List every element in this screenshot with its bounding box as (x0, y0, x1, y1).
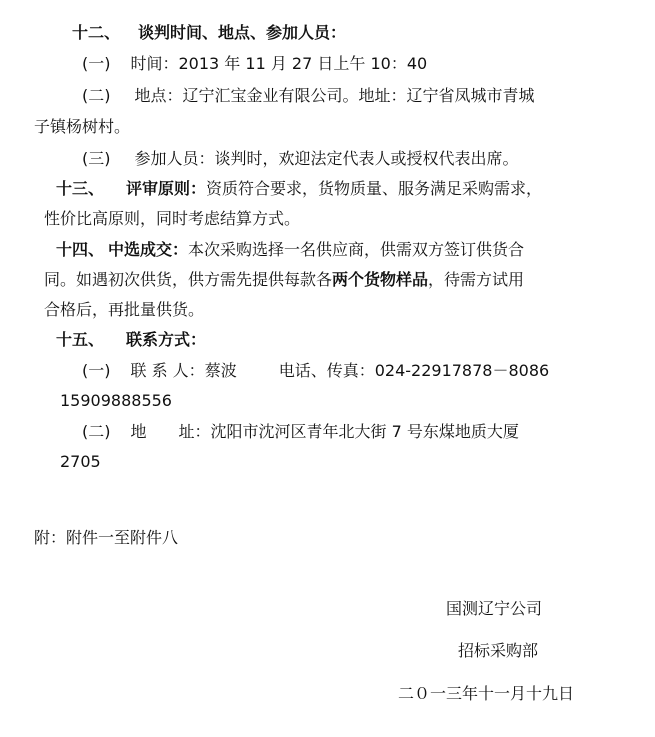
section-12-title: 谈判时间、地点、参加人员： (138, 23, 347, 42)
item-number: (一) (82, 54, 111, 73)
section-15-item-2 (82, 422, 519, 442)
item-number: (二) (82, 86, 111, 105)
section-15-title: 联系方式： (126, 330, 207, 349)
section-13-title: 评审原则： (126, 179, 207, 198)
section-12-item-1 (82, 54, 427, 74)
section-12-item-3 (82, 149, 519, 169)
negotiation-location: 地点：辽宁汇宝金业有限公司。地址：辽宁省凤城市青城 (134, 86, 535, 105)
contact-label: 联 系 人： (130, 361, 205, 380)
section-13-number: 十三、 (56, 179, 105, 198)
section-15-number: 十五、 (56, 330, 105, 349)
section-14 (56, 240, 524, 260)
contact-name: 蔡波 (204, 361, 237, 380)
section-12-item-2 (82, 86, 535, 106)
signature-organization: 国测辽宁公司 (446, 599, 543, 618)
participants-text: 参加人员：谈判时，欢迎法定代表人或授权代表出席。 (134, 149, 519, 168)
address-text: 沈阳市沈河区青年北大街 7 号东煤地质大厦 (210, 422, 519, 441)
samples-emphasis: 两个货物样品 (332, 270, 429, 289)
selection-text: 本次采购选择一名供应商，供需双方签订供货合 (188, 240, 525, 259)
selection-text-part: ，待需方试用 (428, 270, 525, 289)
selection-text-part: 同。如遇初次供货，供方需先提供每款各 (44, 270, 333, 289)
address-label: 地 址： (130, 422, 211, 441)
evaluation-criteria: 资质符合要求，货物质量、服务满足采购需求， (206, 179, 543, 198)
section-12-heading (72, 23, 346, 43)
attachment-note: 附：附件一至附件八 (34, 528, 179, 547)
item-number: (二) (82, 422, 111, 441)
section-14-line-2 (44, 270, 524, 290)
signature-date: 二０一三年十一月十九日 (398, 684, 575, 703)
phone-number: 024-22917878－8086 (374, 361, 550, 380)
section-13 (56, 179, 542, 199)
signature-department: 招标采购部 (458, 641, 539, 660)
section-12-item-2-continued: 子镇杨树村。 (34, 117, 131, 136)
mobile-number: 15909888556 (60, 391, 172, 410)
section-14-number: 十四、 (56, 240, 105, 259)
section-15-item-1 (82, 361, 549, 381)
section-12-number: 十二、 (72, 23, 121, 42)
section-14-title: 中选成交： (108, 240, 189, 259)
address-continued: 2705 (60, 452, 101, 471)
phone-label: 电话、传真： (278, 361, 375, 380)
section-15-heading (56, 330, 206, 350)
section-13-continued: 性价比高原则，同时考虑结算方式。 (44, 209, 301, 228)
item-number: (一) (82, 361, 111, 380)
section-14-line-3: 合格后，再批量供货。 (44, 300, 205, 319)
negotiation-time: 时间：2013 年 11 月 27 日上午 10：40 (130, 54, 428, 73)
item-number: (三) (82, 149, 111, 168)
